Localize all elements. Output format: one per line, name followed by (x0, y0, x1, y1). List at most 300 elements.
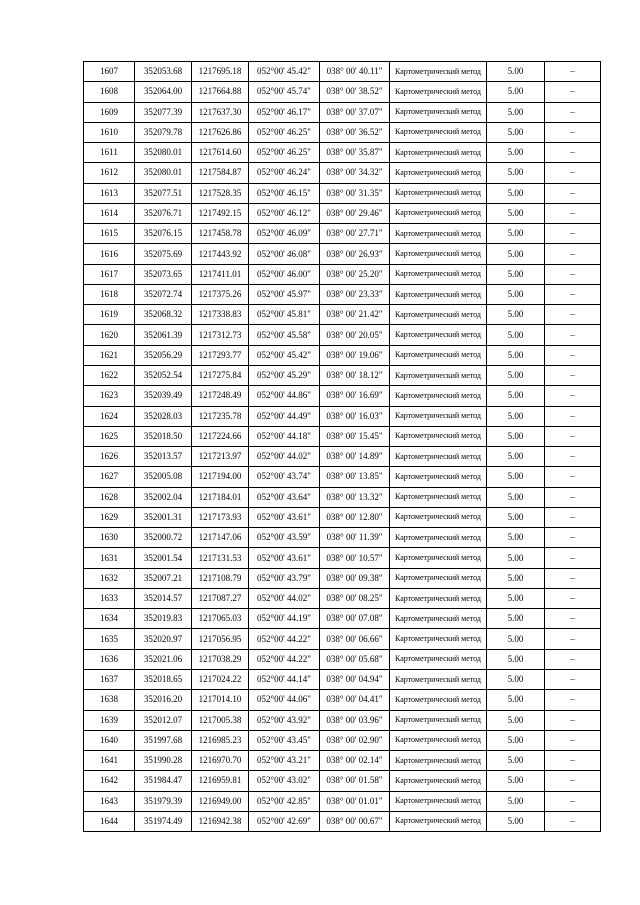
longitude-cell: 038° 00' 27.71" (320, 224, 390, 244)
latitude-cell: 052°00' 44.86" (249, 386, 320, 406)
latitude-cell: 052°00' 44.22" (249, 629, 320, 649)
x-coordinate-cell: 352061.39 (135, 325, 192, 345)
latitude-cell: 052°00' 44.22" (249, 649, 320, 669)
table-row (84, 487, 601, 507)
point-number-cell: 1613 (84, 183, 135, 203)
note-cell: – (545, 82, 601, 102)
accuracy-cell: 5.00 (487, 386, 545, 406)
table-row (84, 467, 601, 487)
x-coordinate-cell: 352014.57 (135, 588, 192, 608)
note-cell: – (545, 102, 601, 122)
coordinates-table (83, 61, 601, 832)
latitude-cell: 052°00' 43.61" (249, 548, 320, 568)
x-coordinate-cell: 352052.54 (135, 365, 192, 385)
point-number-cell: 1634 (84, 609, 135, 629)
table-row (84, 690, 601, 710)
method-cell: Картометрический метод (390, 588, 487, 608)
method-cell: Картометрический метод (390, 406, 487, 426)
table-row (84, 426, 601, 446)
point-number-cell: 1610 (84, 122, 135, 142)
method-cell: Картометрический метод (390, 710, 487, 730)
point-number-cell: 1624 (84, 406, 135, 426)
accuracy-cell: 5.00 (487, 325, 545, 345)
method-cell: Картометрический метод (390, 325, 487, 345)
table-row (84, 203, 601, 223)
table-row (84, 710, 601, 730)
latitude-cell: 052°00' 46.00" (249, 264, 320, 284)
longitude-cell: 038° 00' 10.57" (320, 548, 390, 568)
x-coordinate-cell: 352013.57 (135, 447, 192, 467)
note-cell: – (545, 710, 601, 730)
accuracy-cell: 5.00 (487, 588, 545, 608)
longitude-cell: 038° 00' 15.45" (320, 426, 390, 446)
note-cell: – (545, 507, 601, 527)
note-cell: – (545, 386, 601, 406)
note-cell: – (545, 163, 601, 183)
point-number-cell: 1618 (84, 284, 135, 304)
latitude-cell: 052°00' 44.19" (249, 609, 320, 629)
point-number-cell: 1611 (84, 143, 135, 163)
note-cell: – (545, 629, 601, 649)
y-coordinate-cell: 1217584.87 (192, 163, 249, 183)
method-cell: Картометрический метод (390, 669, 487, 689)
point-number-cell: 1622 (84, 365, 135, 385)
point-number-cell: 1629 (84, 507, 135, 527)
table-row (84, 588, 601, 608)
x-coordinate-cell: 352075.69 (135, 244, 192, 264)
accuracy-cell: 5.00 (487, 629, 545, 649)
table-row (84, 143, 601, 163)
y-coordinate-cell: 1217664.88 (192, 82, 249, 102)
x-coordinate-cell: 351990.28 (135, 751, 192, 771)
longitude-cell: 038° 00' 01.58" (320, 771, 390, 791)
table-row (84, 365, 601, 385)
latitude-cell: 052°00' 42.85" (249, 791, 320, 811)
table-row (84, 548, 601, 568)
note-cell: – (545, 62, 601, 82)
accuracy-cell: 5.00 (487, 284, 545, 304)
y-coordinate-cell: 1217147.06 (192, 528, 249, 548)
note-cell: – (545, 244, 601, 264)
latitude-cell: 052°00' 44.02" (249, 447, 320, 467)
x-coordinate-cell: 352016.20 (135, 690, 192, 710)
y-coordinate-cell: 1217224.66 (192, 426, 249, 446)
latitude-cell: 052°00' 43.21" (249, 751, 320, 771)
note-cell: – (545, 669, 601, 689)
accuracy-cell: 5.00 (487, 710, 545, 730)
latitude-cell: 052°00' 43.74" (249, 467, 320, 487)
y-coordinate-cell: 1217087.27 (192, 588, 249, 608)
x-coordinate-cell: 352000.72 (135, 528, 192, 548)
y-coordinate-cell: 1217492.15 (192, 203, 249, 223)
longitude-cell: 038° 00' 04.94" (320, 669, 390, 689)
method-cell: Картометрический метод (390, 649, 487, 669)
note-cell: – (545, 426, 601, 446)
x-coordinate-cell: 352077.51 (135, 183, 192, 203)
table-row (84, 528, 601, 548)
latitude-cell: 052°00' 45.42" (249, 62, 320, 82)
latitude-cell: 052°00' 45.58" (249, 325, 320, 345)
x-coordinate-cell: 352080.01 (135, 163, 192, 183)
longitude-cell: 038° 00' 02.14" (320, 751, 390, 771)
note-cell: – (545, 183, 601, 203)
method-cell: Картометрический метод (390, 345, 487, 365)
y-coordinate-cell: 1217626.86 (192, 122, 249, 142)
longitude-cell: 038° 00' 14.89" (320, 447, 390, 467)
point-number-cell: 1626 (84, 447, 135, 467)
longitude-cell: 038° 00' 16.03" (320, 406, 390, 426)
x-coordinate-cell: 352076.15 (135, 224, 192, 244)
method-cell: Картометрический метод (390, 690, 487, 710)
accuracy-cell: 5.00 (487, 649, 545, 669)
accuracy-cell: 5.00 (487, 163, 545, 183)
point-number-cell: 1633 (84, 588, 135, 608)
accuracy-cell: 5.00 (487, 811, 545, 831)
accuracy-cell: 5.00 (487, 751, 545, 771)
note-cell: – (545, 203, 601, 223)
note-cell: – (545, 325, 601, 345)
table-row (84, 771, 601, 791)
note-cell: – (545, 791, 601, 811)
latitude-cell: 052°00' 43.61" (249, 507, 320, 527)
point-number-cell: 1628 (84, 487, 135, 507)
point-number-cell: 1619 (84, 305, 135, 325)
longitude-cell: 038° 00' 26.93" (320, 244, 390, 264)
method-cell: Картометрический метод (390, 751, 487, 771)
point-number-cell: 1617 (84, 264, 135, 284)
x-coordinate-cell: 352002.04 (135, 487, 192, 507)
x-coordinate-cell: 351984.47 (135, 771, 192, 791)
point-number-cell: 1616 (84, 244, 135, 264)
y-coordinate-cell: 1217637.30 (192, 102, 249, 122)
method-cell: Картометрический метод (390, 244, 487, 264)
accuracy-cell: 5.00 (487, 507, 545, 527)
method-cell: Картометрический метод (390, 62, 487, 82)
point-number-cell: 1612 (84, 163, 135, 183)
accuracy-cell: 5.00 (487, 548, 545, 568)
method-cell: Картометрический метод (390, 224, 487, 244)
latitude-cell: 052°00' 45.74" (249, 82, 320, 102)
y-coordinate-cell: 1217173.93 (192, 507, 249, 527)
latitude-cell: 052°00' 46.17" (249, 102, 320, 122)
latitude-cell: 052°00' 44.49" (249, 406, 320, 426)
accuracy-cell: 5.00 (487, 528, 545, 548)
method-cell: Картометрический метод (390, 487, 487, 507)
longitude-cell: 038° 00' 13.85" (320, 467, 390, 487)
y-coordinate-cell: 1216959.81 (192, 771, 249, 791)
table-row (84, 82, 601, 102)
longitude-cell: 038° 00' 37.07" (320, 102, 390, 122)
note-cell: – (545, 122, 601, 142)
accuracy-cell: 5.00 (487, 203, 545, 223)
point-number-cell: 1639 (84, 710, 135, 730)
method-cell: Картометрический метод (390, 467, 487, 487)
longitude-cell: 038° 00' 21.42" (320, 305, 390, 325)
note-cell: – (545, 487, 601, 507)
table-row (84, 751, 601, 771)
method-cell: Картометрический метод (390, 264, 487, 284)
accuracy-cell: 5.00 (487, 426, 545, 446)
accuracy-cell: 5.00 (487, 62, 545, 82)
note-cell: – (545, 548, 601, 568)
accuracy-cell: 5.00 (487, 122, 545, 142)
method-cell: Картометрический метод (390, 122, 487, 142)
note-cell: – (545, 284, 601, 304)
x-coordinate-cell: 352005.08 (135, 467, 192, 487)
table-row (84, 791, 601, 811)
latitude-cell: 052°00' 43.92" (249, 710, 320, 730)
longitude-cell: 038° 00' 06.66" (320, 629, 390, 649)
point-number-cell: 1635 (84, 629, 135, 649)
table-row (84, 447, 601, 467)
note-cell: – (545, 365, 601, 385)
longitude-cell: 038° 00' 36.52" (320, 122, 390, 142)
x-coordinate-cell: 352072.74 (135, 284, 192, 304)
method-cell: Картометрический метод (390, 568, 487, 588)
x-coordinate-cell: 352012.07 (135, 710, 192, 730)
latitude-cell: 052°00' 43.64" (249, 487, 320, 507)
accuracy-cell: 5.00 (487, 143, 545, 163)
x-coordinate-cell: 352020.97 (135, 629, 192, 649)
accuracy-cell: 5.00 (487, 345, 545, 365)
point-number-cell: 1623 (84, 386, 135, 406)
y-coordinate-cell: 1217293.77 (192, 345, 249, 365)
accuracy-cell: 5.00 (487, 447, 545, 467)
y-coordinate-cell: 1217375.26 (192, 284, 249, 304)
note-cell: – (545, 264, 601, 284)
latitude-cell: 052°00' 46.09" (249, 224, 320, 244)
point-number-cell: 1607 (84, 62, 135, 82)
latitude-cell: 052°00' 46.24" (249, 163, 320, 183)
point-number-cell: 1630 (84, 528, 135, 548)
accuracy-cell: 5.00 (487, 690, 545, 710)
latitude-cell: 052°00' 46.15" (249, 183, 320, 203)
point-number-cell: 1631 (84, 548, 135, 568)
accuracy-cell: 5.00 (487, 224, 545, 244)
latitude-cell: 052°00' 42.69" (249, 811, 320, 831)
longitude-cell: 038° 00' 03.96" (320, 710, 390, 730)
note-cell: – (545, 568, 601, 588)
table-row (84, 609, 601, 629)
x-coordinate-cell: 352019.83 (135, 609, 192, 629)
x-coordinate-cell: 351979.39 (135, 791, 192, 811)
table-row (84, 811, 601, 831)
latitude-cell: 052°00' 45.42" (249, 345, 320, 365)
point-number-cell: 1632 (84, 568, 135, 588)
longitude-cell: 038° 00' 12.80" (320, 507, 390, 527)
method-cell: Картометрический метод (390, 426, 487, 446)
longitude-cell: 038° 00' 20.05" (320, 325, 390, 345)
method-cell: Картометрический метод (390, 183, 487, 203)
latitude-cell: 052°00' 46.08" (249, 244, 320, 264)
method-cell: Картометрический метод (390, 365, 487, 385)
latitude-cell: 052°00' 45.81" (249, 305, 320, 325)
x-coordinate-cell: 352001.31 (135, 507, 192, 527)
method-cell: Картометрический метод (390, 507, 487, 527)
longitude-cell: 038° 00' 29.46" (320, 203, 390, 223)
y-coordinate-cell: 1217131.53 (192, 548, 249, 568)
table-row (84, 305, 601, 325)
latitude-cell: 052°00' 44.06" (249, 690, 320, 710)
method-cell: Картометрический метод (390, 203, 487, 223)
accuracy-cell: 5.00 (487, 568, 545, 588)
accuracy-cell: 5.00 (487, 264, 545, 284)
x-coordinate-cell: 352021.06 (135, 649, 192, 669)
accuracy-cell: 5.00 (487, 305, 545, 325)
longitude-cell: 038° 00' 01.01" (320, 791, 390, 811)
x-coordinate-cell: 352076.71 (135, 203, 192, 223)
y-coordinate-cell: 1217056.95 (192, 629, 249, 649)
longitude-cell: 038° 00' 13.32" (320, 487, 390, 507)
longitude-cell: 038° 00' 09.38" (320, 568, 390, 588)
method-cell: Картометрический метод (390, 163, 487, 183)
method-cell: Картометрический метод (390, 305, 487, 325)
y-coordinate-cell: 1217038.29 (192, 649, 249, 669)
x-coordinate-cell: 352053.68 (135, 62, 192, 82)
note-cell: – (545, 609, 601, 629)
latitude-cell: 052°00' 43.79" (249, 568, 320, 588)
x-coordinate-cell: 352080.01 (135, 143, 192, 163)
x-coordinate-cell: 352064.00 (135, 82, 192, 102)
y-coordinate-cell: 1216970.70 (192, 751, 249, 771)
x-coordinate-cell: 352007.21 (135, 568, 192, 588)
note-cell: – (545, 588, 601, 608)
y-coordinate-cell: 1217213.97 (192, 447, 249, 467)
table-row (84, 730, 601, 750)
y-coordinate-cell: 1217614.60 (192, 143, 249, 163)
note-cell: – (545, 345, 601, 365)
longitude-cell: 038° 00' 19.06" (320, 345, 390, 365)
accuracy-cell: 5.00 (487, 82, 545, 102)
x-coordinate-cell: 352068.32 (135, 305, 192, 325)
longitude-cell: 038° 00' 04.41" (320, 690, 390, 710)
latitude-cell: 052°00' 44.14" (249, 669, 320, 689)
longitude-cell: 038° 00' 40.11" (320, 62, 390, 82)
table-row (84, 649, 601, 669)
longitude-cell: 038° 00' 35.87" (320, 143, 390, 163)
accuracy-cell: 5.00 (487, 102, 545, 122)
latitude-cell: 052°00' 44.18" (249, 426, 320, 446)
longitude-cell: 038° 00' 05.68" (320, 649, 390, 669)
y-coordinate-cell: 1217275.84 (192, 365, 249, 385)
longitude-cell: 038° 00' 08.25" (320, 588, 390, 608)
x-coordinate-cell: 352079.78 (135, 122, 192, 142)
x-coordinate-cell: 352001.54 (135, 548, 192, 568)
y-coordinate-cell: 1217458.78 (192, 224, 249, 244)
accuracy-cell: 5.00 (487, 487, 545, 507)
x-coordinate-cell: 352018.50 (135, 426, 192, 446)
method-cell: Картометрический метод (390, 386, 487, 406)
accuracy-cell: 5.00 (487, 406, 545, 426)
y-coordinate-cell: 1217194.00 (192, 467, 249, 487)
note-cell: – (545, 690, 601, 710)
table-row (84, 568, 601, 588)
table-row (84, 163, 601, 183)
table-row (84, 102, 601, 122)
table-row (84, 507, 601, 527)
longitude-cell: 038° 00' 25.20" (320, 264, 390, 284)
longitude-cell: 038° 00' 00.67" (320, 811, 390, 831)
y-coordinate-cell: 1217108.79 (192, 568, 249, 588)
method-cell: Картометрический метод (390, 102, 487, 122)
longitude-cell: 038° 00' 34.32" (320, 163, 390, 183)
table-row (84, 264, 601, 284)
point-number-cell: 1620 (84, 325, 135, 345)
longitude-cell: 038° 00' 23.33" (320, 284, 390, 304)
table-row (84, 224, 601, 244)
y-coordinate-cell: 1217528.35 (192, 183, 249, 203)
method-cell: Картометрический метод (390, 82, 487, 102)
note-cell: – (545, 224, 601, 244)
longitude-cell: 038° 00' 18.12" (320, 365, 390, 385)
table-row (84, 122, 601, 142)
latitude-cell: 052°00' 43.45" (249, 730, 320, 750)
accuracy-cell: 5.00 (487, 365, 545, 385)
latitude-cell: 052°00' 44.02" (249, 588, 320, 608)
table-row (84, 345, 601, 365)
point-number-cell: 1609 (84, 102, 135, 122)
table-row (84, 325, 601, 345)
method-cell: Картометрический метод (390, 609, 487, 629)
table-row (84, 244, 601, 264)
method-cell: Картометрический метод (390, 143, 487, 163)
table-row (84, 284, 601, 304)
point-number-cell: 1627 (84, 467, 135, 487)
longitude-cell: 038° 00' 07.08" (320, 609, 390, 629)
longitude-cell: 038° 00' 38.52" (320, 82, 390, 102)
accuracy-cell: 5.00 (487, 244, 545, 264)
table-row (84, 183, 601, 203)
table-row (84, 386, 601, 406)
table-body (84, 62, 601, 832)
point-number-cell: 1637 (84, 669, 135, 689)
accuracy-cell: 5.00 (487, 669, 545, 689)
method-cell: Картометрический метод (390, 730, 487, 750)
method-cell: Картометрический метод (390, 791, 487, 811)
y-coordinate-cell: 1217014.10 (192, 690, 249, 710)
latitude-cell: 052°00' 46.25" (249, 143, 320, 163)
table-row (84, 406, 601, 426)
note-cell: – (545, 447, 601, 467)
x-coordinate-cell: 351974.49 (135, 811, 192, 831)
note-cell: – (545, 730, 601, 750)
longitude-cell: 038° 00' 31.35" (320, 183, 390, 203)
x-coordinate-cell: 351997.68 (135, 730, 192, 750)
point-number-cell: 1640 (84, 730, 135, 750)
accuracy-cell: 5.00 (487, 730, 545, 750)
point-number-cell: 1642 (84, 771, 135, 791)
method-cell: Картометрический метод (390, 548, 487, 568)
y-coordinate-cell: 1217338.83 (192, 305, 249, 325)
table-row (84, 669, 601, 689)
y-coordinate-cell: 1217312.73 (192, 325, 249, 345)
y-coordinate-cell: 1216942.38 (192, 811, 249, 831)
latitude-cell: 052°00' 43.59" (249, 528, 320, 548)
y-coordinate-cell: 1217695.18 (192, 62, 249, 82)
accuracy-cell: 5.00 (487, 791, 545, 811)
accuracy-cell: 5.00 (487, 771, 545, 791)
point-number-cell: 1621 (84, 345, 135, 365)
y-coordinate-cell: 1217443.92 (192, 244, 249, 264)
y-coordinate-cell: 1216985.23 (192, 730, 249, 750)
note-cell: – (545, 811, 601, 831)
longitude-cell: 038° 00' 11.39" (320, 528, 390, 548)
accuracy-cell: 5.00 (487, 467, 545, 487)
x-coordinate-cell: 352039.49 (135, 386, 192, 406)
x-coordinate-cell: 352028.03 (135, 406, 192, 426)
point-number-cell: 1614 (84, 203, 135, 223)
method-cell: Картометрический метод (390, 771, 487, 791)
